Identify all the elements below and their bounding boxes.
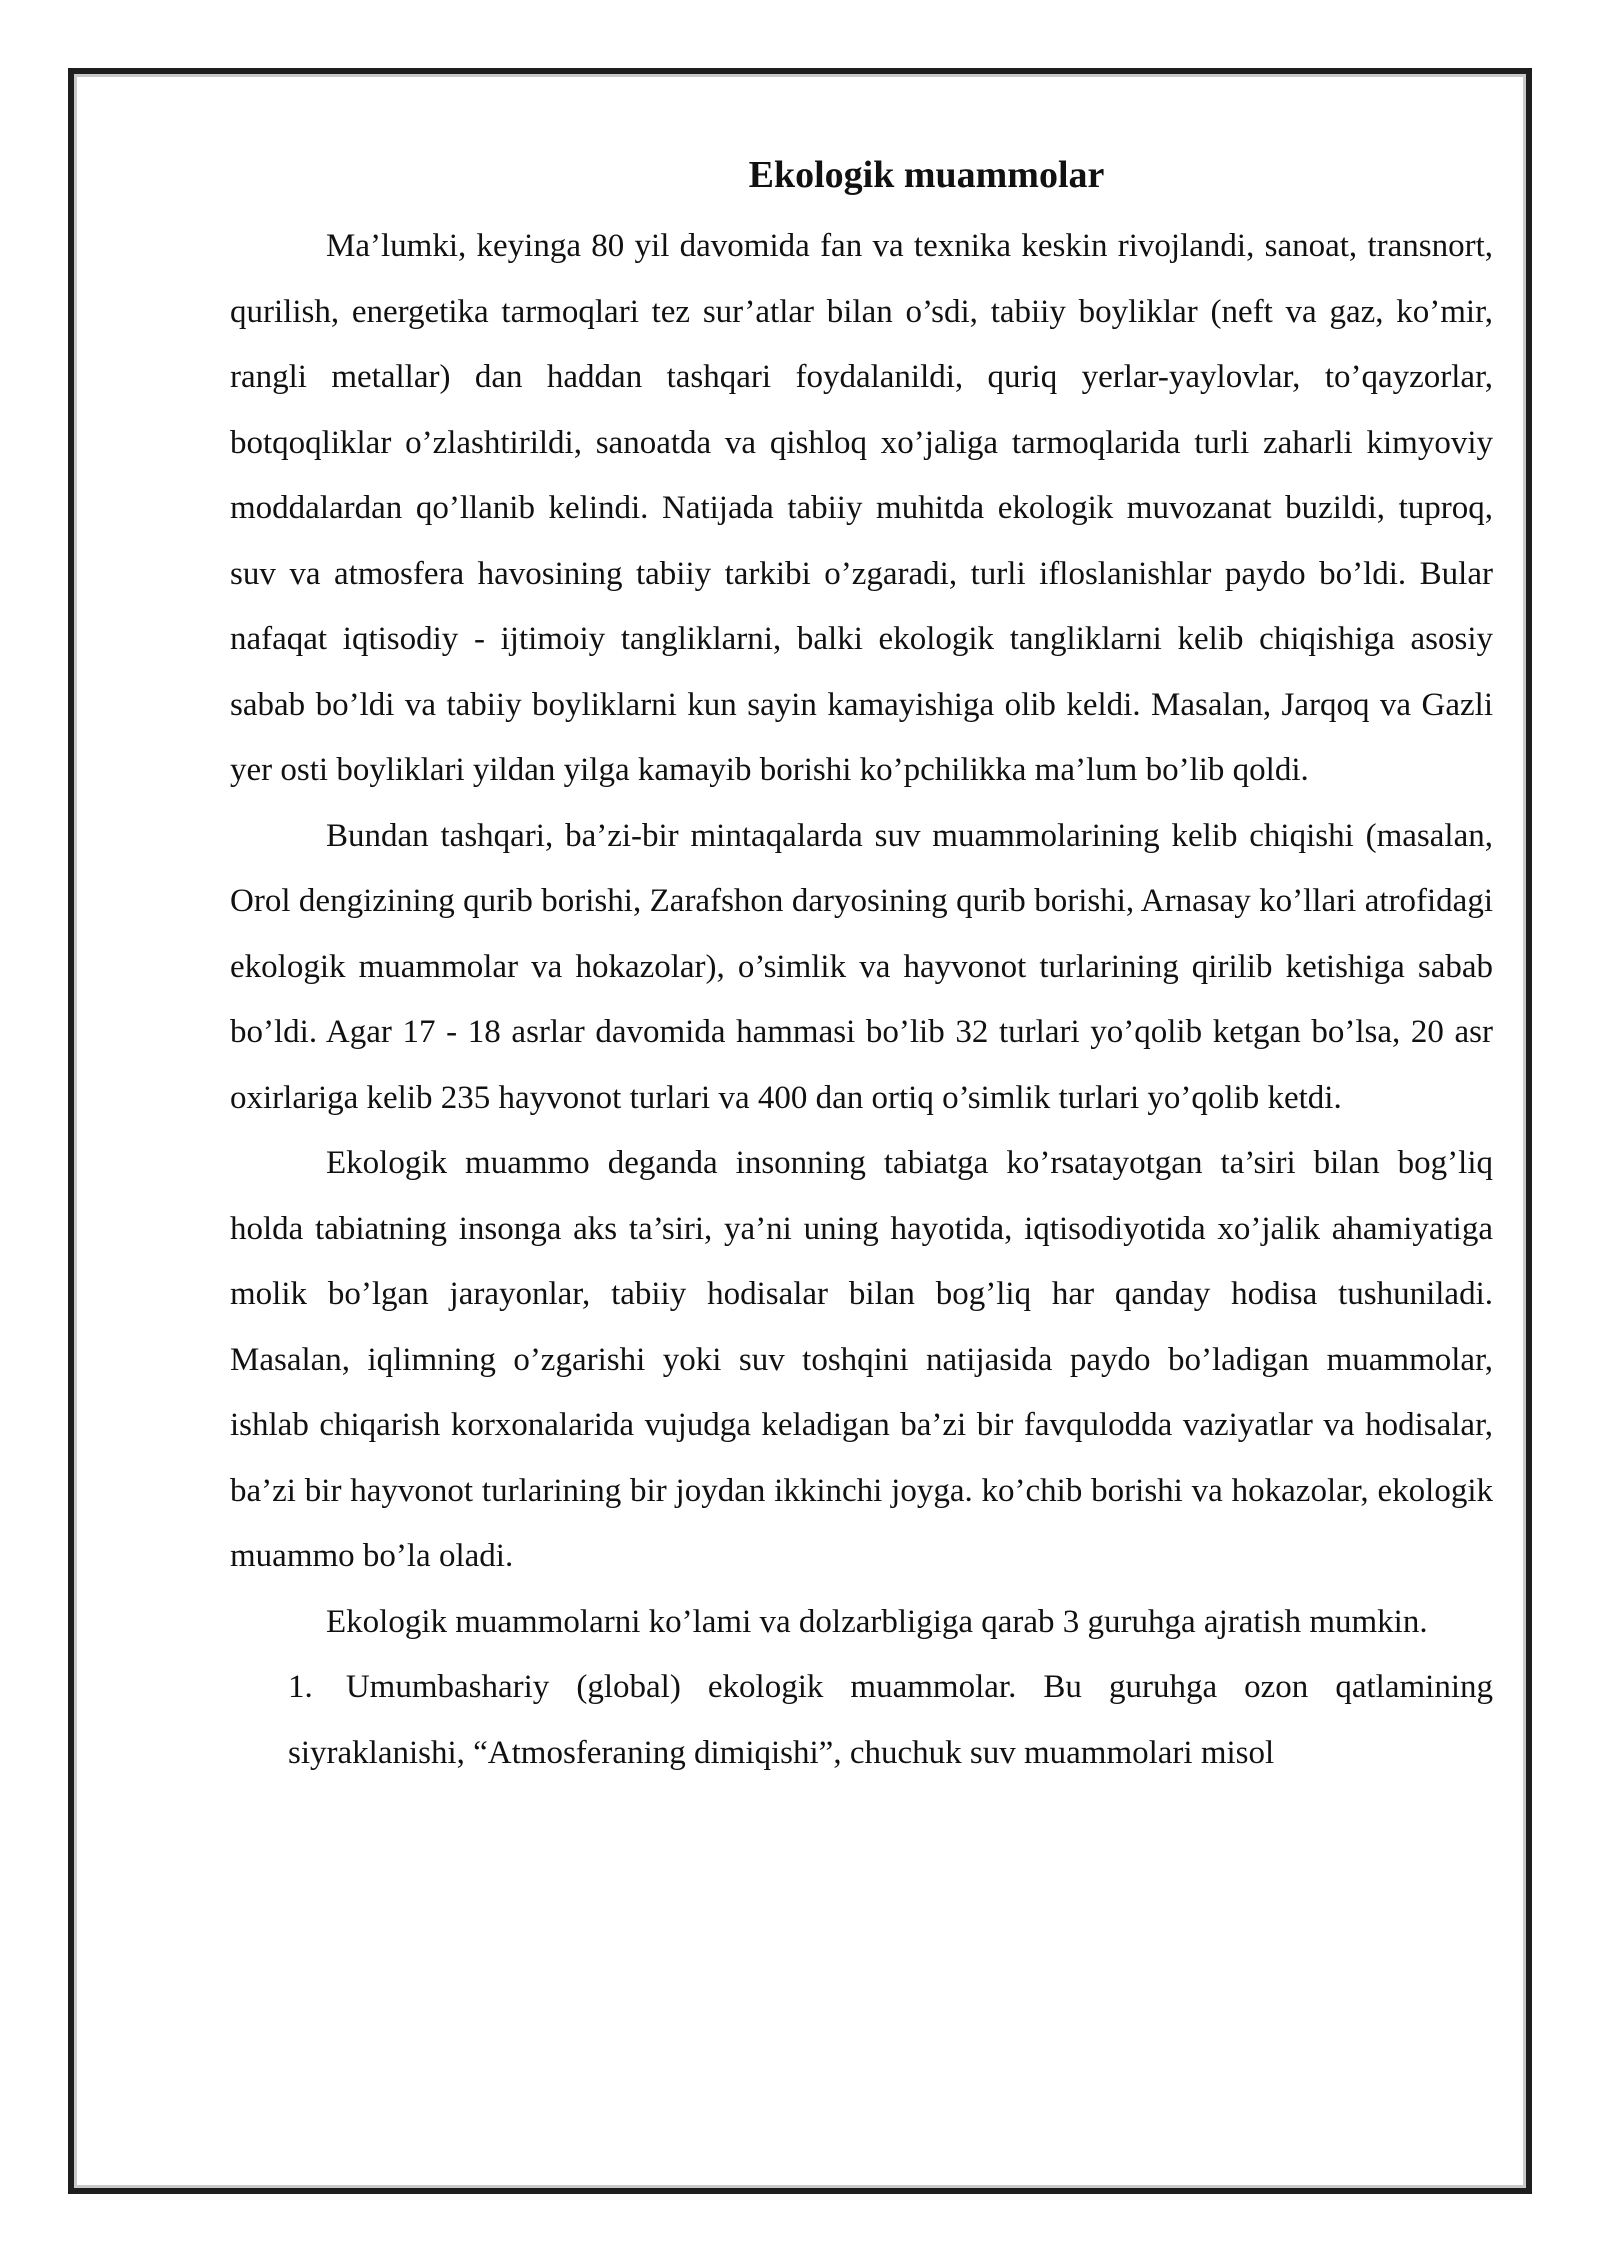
- paragraph-intro: Ma’lumki, keyinga 80 yil davomida fan va texnika keskin rivojlandi, sanoat, transnort, qurilish, energetika tarmoqlari tez sur’atlar bilan o’sdi, tabiiy boyliklar (neft va gaz, ko’mir, rangli metallar) dan haddan tashqari foydalanildi, quriq yerlar-yaylovlar, to’qayzorlar, botqoqliklar o’zlashtirildi, sanoatda va qishloq xo’jaliga tarmoqlarida turli zaharli kimyoviy moddalardan qo’llanib kelindi. Natijada tabiiy muhitda ekologik muvozanat buzildi, tuproq, suv va atmosfera havosining tabiiy tarkibi o’zgaradi, turli ifloslanishlar paydo bo’ldi. Bular nafaqat iqtisodiy - ijtimoiy tangliklarni, balki ekologik tangliklarni kelib chiqishiga asosiy sabab bo’ldi va tabiiy boyliklarni kun sayin kamayishiga olib keldi. Masalan, Jarqoq va Gazli yer osti boyliklari yildan yilga kamayib borishi ko’pchilikka ma’lum bo’lib qoldi.: [230, 228, 1493, 788]
- document-title: Ekologik muammolar: [748, 154, 1105, 196]
- list-item-text: Umumbashariy (global) ekologik muammolar. Bu guruhga ozon qatlamining siyraklanishi, “Atmosferaning dimiqishi”, chuchuk suv muammolari misol: [288, 1669, 1494, 1771]
- list-item-number: 1.: [288, 1669, 313, 1705]
- document-body: [230, 150, 1493, 1786]
- paragraph-water-problems: Bundan tashqari, ba’zi-bir mintaqalarda suv muammolarining kelib chiqishi (masalan, Orol dengizining qurib borishi, Zarafshon daryosining qurib borishi, Arnasay ko’llari atrofidagi ekologik muammolar va hokazolar), o’simlik va hayvonot turlarining qirilib ketishiga sabab bo’ldi. Agar 17 - 18 asrlar davomida hammasi bo’lib 32 turlari yo’qolib ketgan bo’lsa, 20 asr oxirlariga kelib 235 hayvonot turlari va 400 dan ortiq o’simlik turlari yo’qolib ketdi.: [230, 817, 1493, 1116]
- paragraph-groups: Ekologik muammolarni ko’lami va dolzarbligiga qarab 3 guruhga ajratish mumkin.: [326, 1603, 1428, 1640]
- list-item: [288, 1655, 1493, 1786]
- paragraph-definition: Ekologik muammo deganda insonning tabiatga ko’rsatayotgan ta’siri bilan bog’liq holda tabiatning insonga aks ta’siri, ya’ni uning hayotida, iqtisodiyotida xo’jalik ahamiyatiga molik bo’lgan jarayonlar, tabiiy hodisalar bilan bog’liq har qanday hodisa tushuniladi. Masalan, iqlimning o’zgarishi yoki suv toshqini natijasida paydo bo’ladigan muammolar, ishlab chiqarish korxonalarida vujudga keladigan ba’zi bir favqulodda vaziyatlar va hodisalar, ba’zi bir hayvonot turlarining bir joydan ikkinchi joyga. ko’chib borishi va hokazolar, ekologik muammo bo’la oladi.: [230, 1145, 1493, 1574]
